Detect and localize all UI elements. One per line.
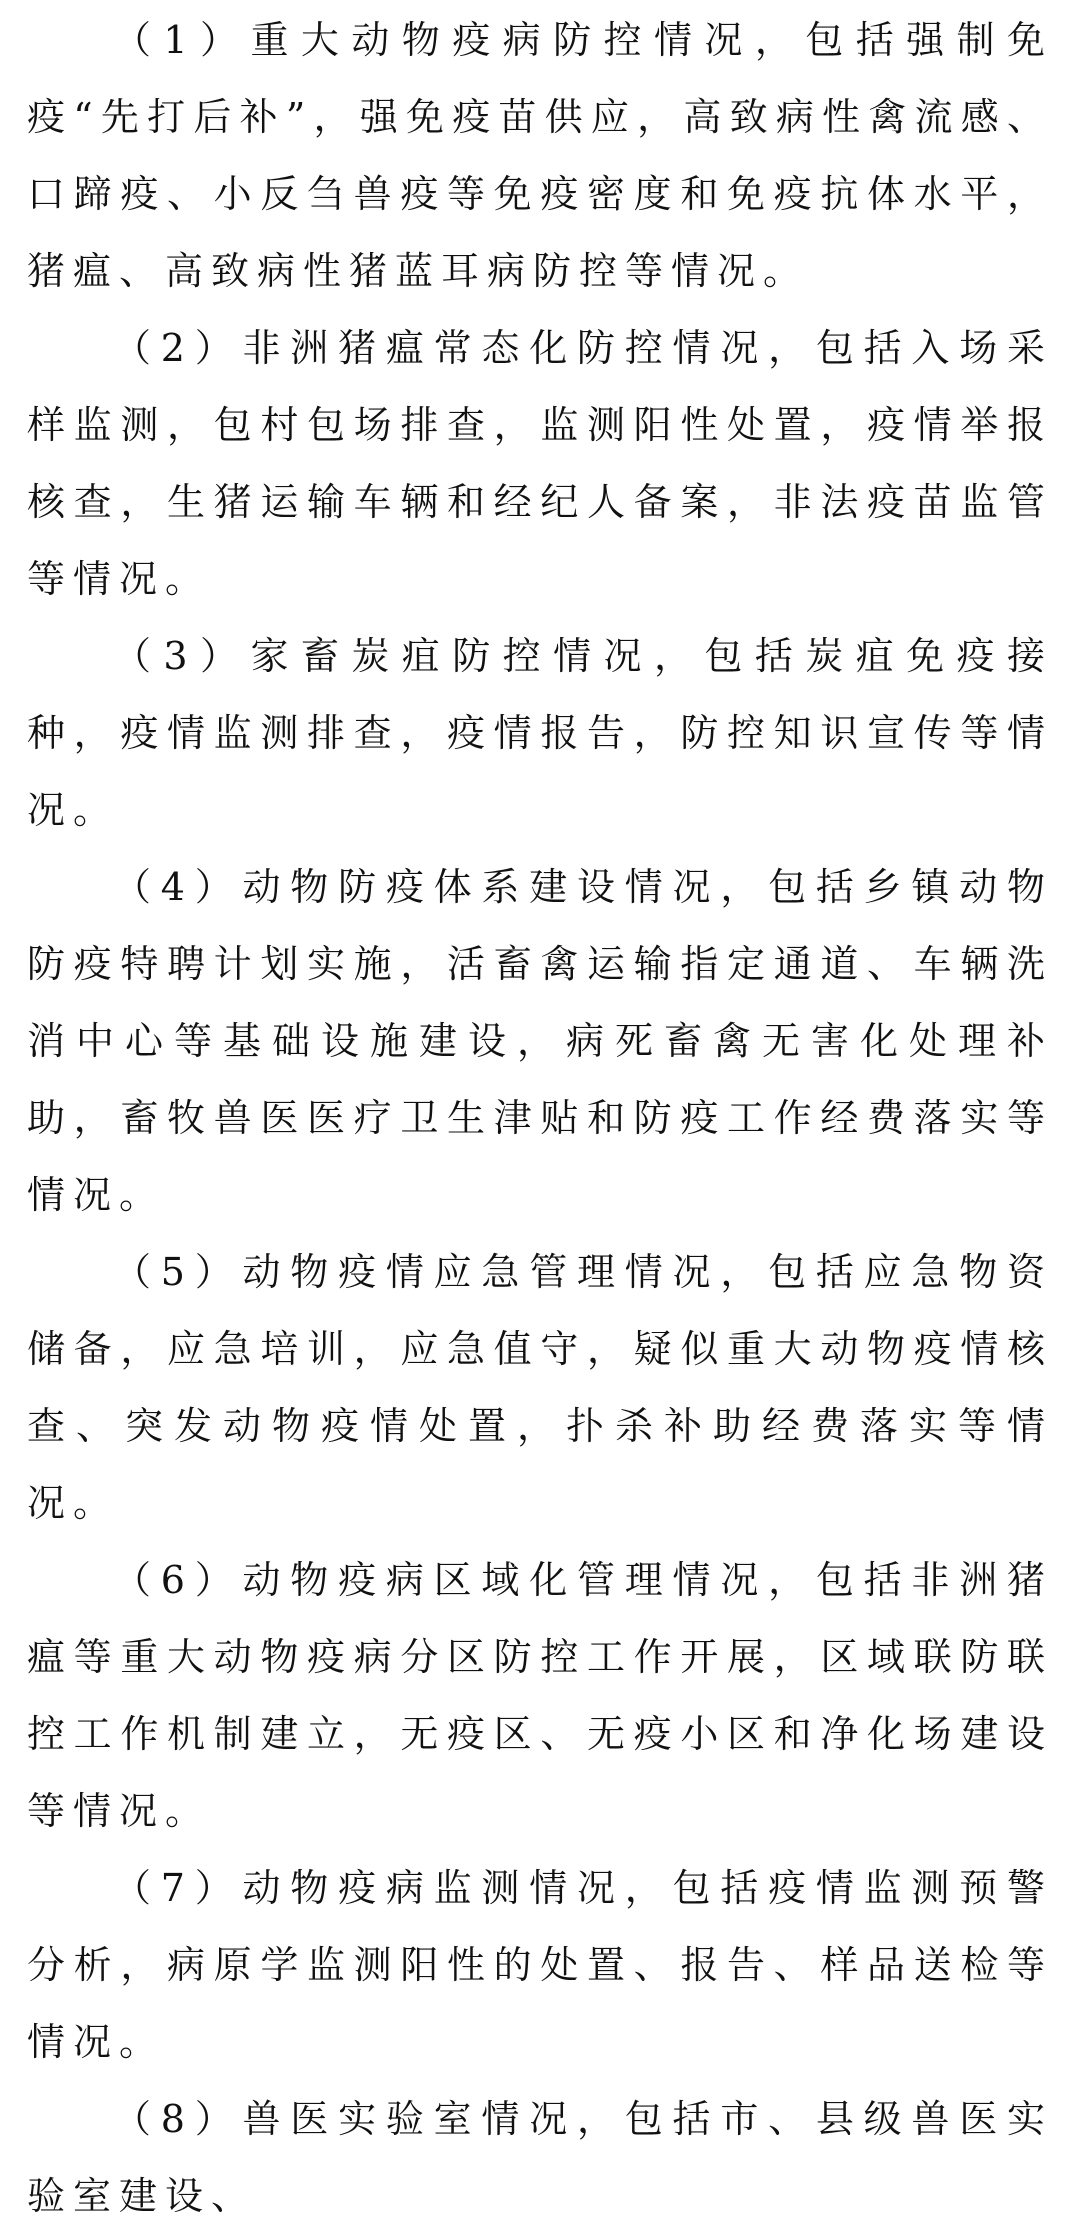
paragraph-3-anthrax-control: （3）家畜炭疽防控情况，包括炭疽免疫接种，疫情监测排查，疫情报告，防控知识宣传等情况。 bbox=[27, 634, 1053, 832]
paragraph-1-animal-disease-control: （1）重大动物疫病防控情况，包括强制免疫“先打后补”，强免疫苗供应，高致病性禽流感、口蹄疫、小反刍兽疫等免疫密度和免疫抗体水平，猪瘟、高致病性猪蓝耳病防控等情况。 bbox=[27, 18, 1053, 293]
paragraph-7-disease-monitoring: （7）动物疫病监测情况，包括疫情监测预警分析，病原学监测阳性的处置、报告、样品送检等情况。 bbox=[27, 1866, 1053, 2064]
paragraph-8-veterinary-laboratory: （8）兽医实验室情况，包括市、县级兽医实验室建设、 bbox=[27, 2097, 1053, 2218]
paragraph-6-regionalized-management: （6）动物疫病区域化管理情况，包括非洲猪瘟等重大动物疫病分区防控工作开展，区域联防联控工作机制建立，无疫区、无疫小区和净化场建设等情况。 bbox=[27, 1558, 1053, 1833]
paragraph-4-epidemic-prevention-system: （4）动物防疫体系建设情况，包括乡镇动物防疫特聘计划实施，活畜禽运输指定通道、车辆洗消中心等基础设施建设，病死畜禽无害化处理补助，畜牧兽医医疗卫生津贴和防疫工作经费落实等情况。 bbox=[27, 865, 1053, 1217]
paragraph-2-african-swine-fever: （2）非洲猪瘟常态化防控情况，包括入场采样监测，包村包场排查，监测阳性处置，疫情举报核查，生猪运输车辆和经纪人备案，非法疫苗监管等情况。 bbox=[27, 326, 1053, 601]
paragraph-5-emergency-management: （5）动物疫情应急管理情况，包括应急物资储备，应急培训，应急值守，疑似重大动物疫情核查、突发动物疫情处置，扑杀补助经费落实等情况。 bbox=[27, 1250, 1053, 1525]
document-body bbox=[27, 2, 1053, 2235]
